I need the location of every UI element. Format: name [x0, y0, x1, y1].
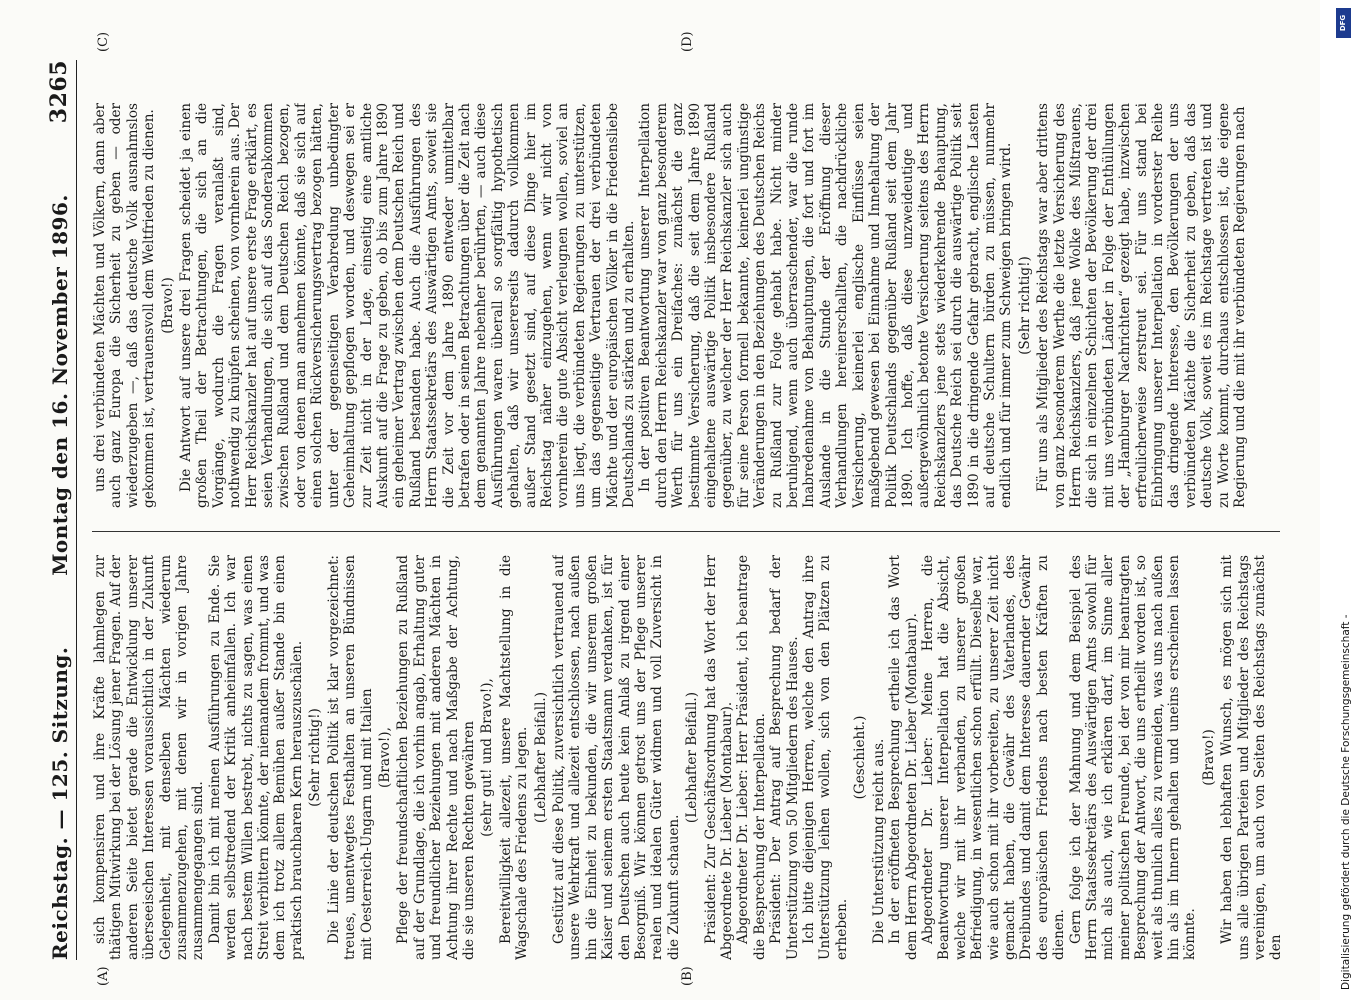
- paragraph: Die Unterstützung reicht aus.: [870, 738, 887, 944]
- paragraph: uns drei verbündeten Mächten und Völkern, dann aber auch ganz Europa die Sicherheit zu geben — oder wiederzugeben —, daß das deutsche Volk ausnahmslos gekommen ist, vertrauensvoll dem Weltfrieden zu dienen.: [92, 103, 158, 508]
- paragraph: Gestützt auf diese Politik, zuversichtlich vertrauend auf unsere Wehrkraft und allezeit entschlossen, nach außen hin die Einheit zu bekunden, die wir unserem großen Kaiser und seinem ersten Staatsmann verdanken, ist für den Deutschen auch heute kein Anlaß zu irgend einer Besorgniß. Wir können getrost uns der Pflege unserer realen und idealen Güter widmen und voll Zuversicht in die Zukunft schauen.: [550, 555, 682, 960]
- section-marker-b: (B): [680, 966, 695, 986]
- paragraph: Präsident: Der Antrag auf Besprechung bedarf der Unterstützung von 50 Mitgliedern des Hauses.: [768, 555, 801, 960]
- page-header: [40, 60, 77, 960]
- paragraph: In der eröffneten Besprechung ertheile ich das Wort dem Herrn Abgeordneten Dr. Lieber (Montabaur).: [887, 555, 920, 960]
- paragraph: Die Linie der deutschen Politik ist klar vorgezeichnet: treues, unentwegtes Festhalten an unseren Bündnissen mit Oesterreich-Ungarn und mit Italien: [325, 555, 375, 960]
- left-text-column: [92, 555, 1290, 960]
- section-marker-d: (D): [680, 31, 695, 52]
- paragraph: Präsident: Zur Geschäftsordnung hat das Wort der Herr Abgeordnete Dr. Lieber (Montabaur).: [702, 555, 736, 960]
- section-marker-a: (A): [96, 966, 111, 986]
- interjection: (Sehr richtig!): [1016, 256, 1033, 355]
- interjection: (Sehr richtig!): [307, 708, 324, 807]
- section-marker-c: (C): [96, 31, 111, 52]
- interjection: (sehr gut! und Bravo!),: [479, 678, 496, 837]
- interjection: (Lebhafter Beifall.): [532, 691, 549, 824]
- dfg-logo: DFG: [1336, 8, 1351, 38]
- interjection: (Geschieht.): [852, 715, 869, 800]
- paragraph: Abgeordneter Dr. Lieber: Herr Präsident, ich beantrage die Besprechung der Interpellation.: [735, 555, 768, 960]
- interjection: (Lebhafter Beifall.): [684, 691, 701, 824]
- paragraph: Die Antwort auf unsere drei Fragen scheidet ja einen großen Theil der Betrachtungen, die sich an die Vorgänge, wodurch die Fragen veranlaßt sind, nothwendig zu knüpfen scheinen, von vornherein aus. Der Herr Reichskanzler hat auf unsere erste Frage erklärt, es seien Verhandlungen, die sich auf das Sonderabkommen zwischen Rußland und dem Deutschen Reich bezogen, oder von denen man annehmen könnte, daß sie sich auf einen solchen Rückversicherungsvertrag bezogen hätten, unter der gegenseitigen Verabredung unbedingter Geheimhaltung gepflogen worden, und deswegen sei er zur Zeit nicht in der Lage, einseitig eine amtliche Auskunft auf die Frage zu geben, ob bis zum Jahre 1890 ein geheimer Vertrag zwischen dem Deutschen Reich und Rußland bestanden habe. Auch die Ausführungen des Herrn Staatssekretärs des Auswärtigen Amts, soweit sie die Zeit vor dem Jahre 1890 entweder unmittelbar betrafen oder in seinen Betrachtungen über die Zeit nach dem genannten Jahre nebenher berührten, — auch diese Ausführungen waren überall so sorgfältig hypothetisch gehalten, daß wir unsererseits dadurch vollkommen außer Stand gesetzt sind, auf diese Dinge hier im Reichstag näher einzugehen, wenn wir nicht von vornherein die gute Absicht verleugnen wollen, soviel an uns liegt, die verbündeten Regierungen zu unterstützen, um das gegenseitige Vertrauen der drei verbündeten Mächte und der europäischen Völker in die Friedensliebe Deutschlands zu stärken und zu erhalten.: [178, 103, 637, 508]
- paragraph: Gern folge ich der Mahnung und dem Beispiel des Herrn Staatssekretärs des Auswärtigen Amts sowohl für mich als auch, wie ich erklären darf, im Sinne aller meiner politischen Freunde, bei der von mir beantragten Besprechung der Antwort, die uns ertheilt worden ist, so weit als thunlich alles zu vermeiden, was uns nach außen hin als im Innern gehalten und uneins erscheinen lassen könnte.: [1067, 555, 1199, 960]
- interjection: (Bravo!): [159, 277, 176, 334]
- paragraph: Damit bin ich mit meinen Ausführungen zu Ende. Sie werden selbstredend der Kritik anheimfallen. Ich war nach bestem Willen bestrebt, nichts zu sagen, was einen Streit verbittern könnte, der niemandem frommt, und was dem ich trotz allem Bemühen außer Stande bin einen praktisch brauchbaren Kern herauszuschälen.: [206, 555, 305, 960]
- header-session: Reichstag. — 125. Sitzung.: [48, 646, 72, 960]
- paragraph: Ich bitte diejenigen Herren, welche den Antrag ihre Unterstützung leihen wollen, sich von den Plätzen zu erheben.: [801, 555, 850, 960]
- paragraph: In der positiven Beantwortung unserer Interpellation durch den Herrn Reichskanzler war von ganz besonderem Werth für uns ein Dreifaches: zunächst die ganz bestimmte Versicherung, daß die seit dem Jahre 1890 eingehaltene auswärtige Politik insbesondere Rußland gegenüber, zu welcher der Herr Reichskanzler sich auch für seine Person formell bekannte, keinerlei ungünstige Veränderungen in den Beziehungen des Deutschen Reichs zu Rußland zur Folge gehabt habe. Nicht minder beruhigend, wenn auch überraschender, war die runde Inabredenahme von Behauptungen, die fort und fort im Auslande in die Stunde der Eröffnung dieser Verhandlungen hereinerschallten, die nachdrückliche Versicherung, keinerlei englische Einflüsse seien maßgebend gewesen bei Einnahme und Innehaltung der Politik Deutschlands gegenüber Rußland seit dem Jahr 1890. Ich hoffe, daß diese unzweideutige und außergewöhnlich betonte Versicherung seitens des Herrn Reichskanzlers jene stets wiederkehrende Behauptung, das Deutsche Reich sei durch die auswärtige Politik seit 1890 in die dringende Gefahr gebracht, englische Lasten auf deutsche Schultern bürden zu müssen, nunmehr endlich und für immer zum Schweigen bringen wird.: [637, 103, 1015, 508]
- paragraph: Abgeordneter Dr. Lieber: Meine Herren, die Beantwortung unserer Interpellation hat die Absicht, welche wir mit ihr verbanden, zu unserer großen Befriedigung, in wesentlichen schon erfüllt. Dieselbe war, wie auch schon mit ihr vorbereiten, zu unserer Zeit nicht gemacht haben, die Gewähr des Vaterlandes, des Dreibundes und damit dem Interesse dauernder Gewähr des europäischen Friedens nach besten Kräften zu dienen.: [919, 555, 1068, 960]
- paragraph: Für uns als Mitglieder des Reichstags war aber drittens von ganz besonderem Werthe die letzte Versicherung des Herrn Reichskanzlers, daß jene Wolke des Mißtrauens, die sich in einzelnen Schichten der Bevölkerung der drei mit uns verbündeten Länder in Folge der Enthüllungen der „Hamburger Nachrichten“ gezeigt habe, inzwischen erfreulicherweise zerstreut sei. Für uns stand bei Einbringung unserer Interpellation in vorderster Reihe das dringende Interesse, den Bevölkerungen der uns verbündeten Mächte die Sicherheit zu geben, daß das deutsche Volk, soweit es im Reichstage vertreten ist und zu Worte kommt, durchaus entschlossen ist, die eigene Regierung und die mit ihr verbündeten Regierungen nach: [1035, 103, 1249, 508]
- paragraph: Wir haben den lebhaften Wunsch, es mögen sich mit uns alle übrigen Parteien und Mitglieder des Reichstags vereinigen, um auch von Seiten des Reichstags zunächst den: [1219, 555, 1285, 960]
- right-text-column: [92, 103, 1290, 508]
- paragraph: Pflege der freundschaftlichen Beziehungen zu Rußland auf der Grundlage, die ich vorhin angab, Erhaltung guter und freundlicher Beziehungen mit anderen Mächten in Achtung ihrer Rechte und nach Maßgabe der Achtung, die sie unseren Rechten gewähren: [395, 555, 477, 960]
- interjection: (Bravo!): [1200, 729, 1217, 786]
- digitization-credit: Digitalisierung gefördert durch die Deutsche Forschungsgemeinschaft -: [1340, 614, 1352, 990]
- header-date: Montag den 16. November 1896.: [48, 194, 72, 576]
- paragraph: sich kompensiren und ihre Kräfte lahmlegen zur thätigen Mitwirkung bei der Lösung jener Fragen. Auf der anderen Seite bietet gerade die Entwicklung unserer überseeischen Interessen voraussichtlich in der Zukunft Gelegenheit, mit denselben Mächten wiederum zusammenzugehen, mit denen wir in vorigen Jahre zusammengegangen sind.: [92, 555, 207, 960]
- column-divider: [92, 531, 1280, 532]
- paragraph: Bereitwilligkeit allezeit, unsere Machtstellung in die Wagschale des Friedens zu legen.: [497, 555, 531, 960]
- page-number: 3265: [46, 60, 72, 124]
- interjection: (Bravo!),: [376, 727, 393, 788]
